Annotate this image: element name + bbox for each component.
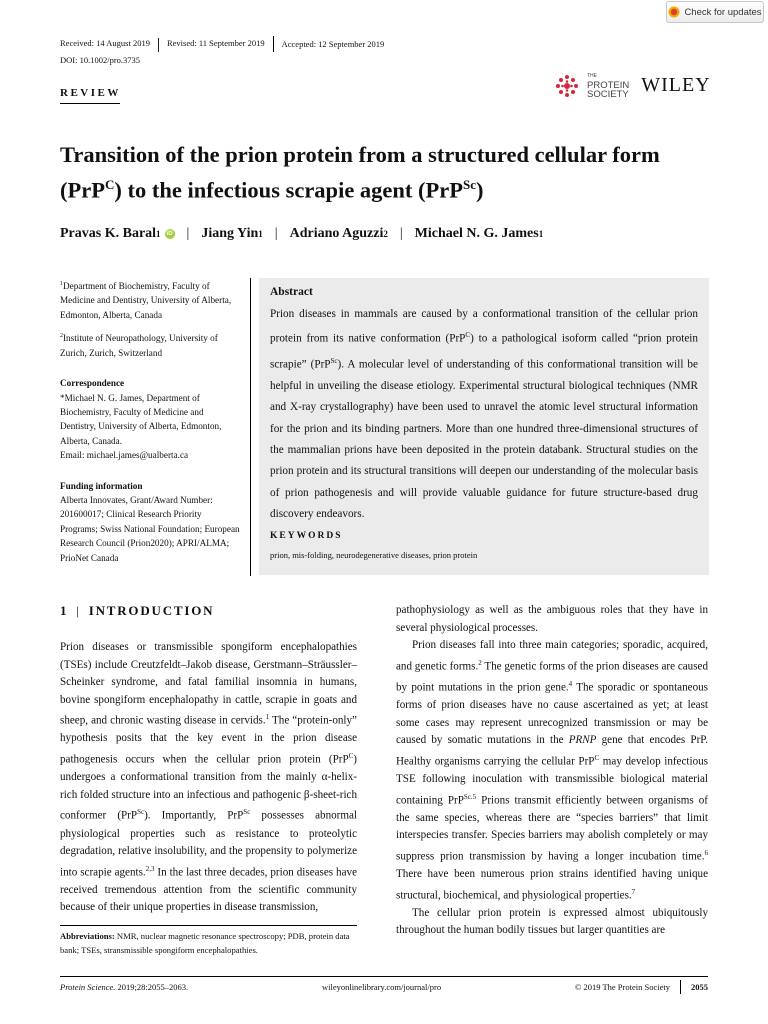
abbreviations-footnote: Abbreviations: NMR, nuclear magnetic resonance spectroscopy; PDB, protein data bank; TSEs, stransmissible spongiform encephalopathies. (60, 931, 350, 955)
correspondence-heading: Correspondence (60, 378, 125, 389)
footer-rule (60, 976, 708, 977)
keywords-text: prion, mis-folding, neurodegenerative diseases, prion protein (270, 550, 478, 560)
wiley-logo: WILEY (641, 74, 711, 96)
citation-ref[interactable]: 7 (631, 887, 636, 896)
copyright: © 2019 The Protein Society (574, 982, 670, 992)
funding-text: Alberta Innovates, Grant/Award Number: 201600017; Clinical Research Priority Programs; Swiss National Foundation; European Research Council (Prion2020); APRI/ALMA; PrioNet Canada (60, 495, 240, 563)
article-dates (60, 38, 392, 52)
section-heading-introduction: 1 | INTRODUCTION (60, 603, 215, 618)
check-for-updates-button[interactable] (666, 1, 764, 23)
article-info (60, 277, 240, 572)
citation-ref[interactable]: 2 (478, 658, 482, 667)
author-name[interactable]: Jiang Yin (201, 226, 259, 241)
author-separator: | (186, 226, 190, 241)
citation-ref[interactable]: 6 (704, 848, 708, 857)
citation-ref[interactable]: 1 (265, 713, 270, 722)
accepted-date: Accepted: 12 September 2019 (273, 36, 393, 52)
author-name[interactable]: Michael N. G. James (414, 226, 539, 241)
affiliation: $^1$Department of Biochemistry, Faculty of Medicine and Dentistry, University of Alberta, Edmonton, Alberta, Canada (60, 281, 232, 320)
author-name[interactable]: Pravas K. Baral (60, 226, 157, 241)
correspondence-text: *Michael N. G. James, Department of Biochemistry, Faculty of Medicine and Dentistry, University of Alberta, Edmonton, Alberta, Canada. (60, 392, 222, 446)
affiliation: $^2$Institute of Neuropathology, University of Zurich, Zurich, Switzerland (60, 333, 218, 358)
page-footer (60, 980, 708, 994)
correspondence-email[interactable]: Email: michael.james@ualberta.ca (60, 450, 189, 461)
journal-citation: Protein Science. 2019;28:2055–2063. (60, 982, 189, 992)
protein-society-logo-icon (555, 74, 579, 98)
body-paragraph: Prion diseases or transmissible spongiform encephalopathies (TSEs) include Creutzfeldt–Jakob disease, Gerstmann–Sträussler–Scheinker syndrome, and fatal familial insomnia in humans, bovine spongiform encephalopathy in cattle, scrapie in goats and sheep, and chronic wasting disease in cervids.$^1$ The “protein-only” hypothesis posits that the key event in the prion disease pathogenesis occurs when the cellular prion protein (PrP$^C$) undergoes a conformational transition from the mainly α-helix-rich folded structure into an infectious and pathogenic β-sheet-rich conformer (PrP$^{Sc}$). Importantly, PrP$^{Sc}$ possesses abnormal physiological properties such as resistance to proteolytic degradation, relative insolubility, and the propensity to polymerize into scrapie agents.$^{2,3}$ In the last three decades, prion diseases have received tremendous attention from the scientific community because of their unique properties in disease transmission, (60, 641, 357, 914)
abstract-rule (250, 278, 251, 576)
page-number: 2055 (680, 980, 708, 994)
publisher-logos (555, 72, 711, 99)
section-rule (60, 103, 120, 104)
body-column-left (60, 639, 357, 917)
citation-ref[interactable]: .5 (470, 792, 477, 801)
section-label: REVIEW (60, 87, 121, 99)
body-paragraph: The cellular prion protein is expressed almost ubiquitously throughout the human bodily tissues but larger quantities are (396, 906, 708, 937)
funding-heading: Funding information (60, 480, 143, 491)
footnote-rule (60, 925, 357, 926)
footer-right (575, 980, 708, 994)
body-column-right (396, 602, 708, 940)
author-separator: | (399, 226, 403, 241)
doi[interactable]: DOI: 10.1002/pro.3735 (60, 55, 141, 65)
body-paragraph: pathophysiology as well as the ambiguous roles that they have in several physiological processes. (396, 604, 708, 634)
citation-ref[interactable]: 4 (568, 679, 573, 688)
author-list: Pravas K. Baral 1 iD | Jiang Yin 1 | Adriano Aguzzi 2 | Michael N. G. James 1 (60, 226, 544, 241)
check-updates-label: Check for updates (684, 6, 762, 18)
author-separator: | (274, 226, 278, 241)
author-name[interactable]: Adriano Aguzzi (289, 226, 384, 241)
orcid-icon[interactable]: iD (166, 231, 173, 237)
article-title: Transition of the prion protein from a structured cellular form (PrP$^C$) to the infectious scrapie agent (PrP$^{Sc}$) (60, 142, 660, 203)
received-date: Received: 14 August 2019 (60, 38, 150, 48)
check-updates-icon (668, 6, 680, 18)
protein-society-name: THE PROTEIN SOCIETY (587, 73, 630, 100)
keywords-heading: KEYWORDS (270, 531, 343, 541)
citation-ref[interactable]: 2,3 (145, 864, 155, 873)
journal-url[interactable]: wileyonlinelibrary.com/journal/pro (321, 982, 442, 992)
abstract-heading: Abstract (270, 286, 313, 298)
abstract-text: Prion diseases in mammals are caused by a conformational transition of the cellular prion protein from its native conformation (PrP$^C$) to a pathological isoform called “prion protein scrapie” (PrP$^{Sc}$). A molecular level of understanding of this conformational transition will be helpful in unveiling the disease etiology. Experimental structural biological techniques (NMR and X-ray crystallography) have been used to unravel the atomic level structural information for the prion and its binding partners. More than one hundred three-dimensional structures of the mammalian prions have been deposited in the protein databank. Structural studies on the prion protein and its structural transitions will deepen our understanding of the molecular basis of prion pathogenesis and will provide valuable guidance for future structure-based drug discovery endeavors. (270, 308, 698, 521)
revised-date: Revised: 11 September 2019 (158, 38, 273, 52)
body-paragraph: Prion diseases fall into three main categories; sporadic, acquired, and genetic forms.$^2$ The genetic forms of the prion diseases are caused by point mutations in the prion gene.$^4$ The sporadic or spontaneous forms of prion diseases have no cause ascertained as yet; at least some cases may represent unrecognized transmission or may be caused by somatic mutations in the PRNP gene that encodes PrP. Healthy organisms carrying the cellular PrP$^C$ may develop infectious TSE following inoculation with transmissible biological material containing PrP$^{Sc.5}$ Prions transmit efficiently between organisms of the same species, whereas there are “species barriers” that limit interspecies transfer. Species barriers may abolish completely or may suppress prion transmission by having a longer incubation time.$^6$ There have been numerous prion strains identified having unique structural, biochemical, and physiological properties.$^7$ (396, 639, 708, 902)
